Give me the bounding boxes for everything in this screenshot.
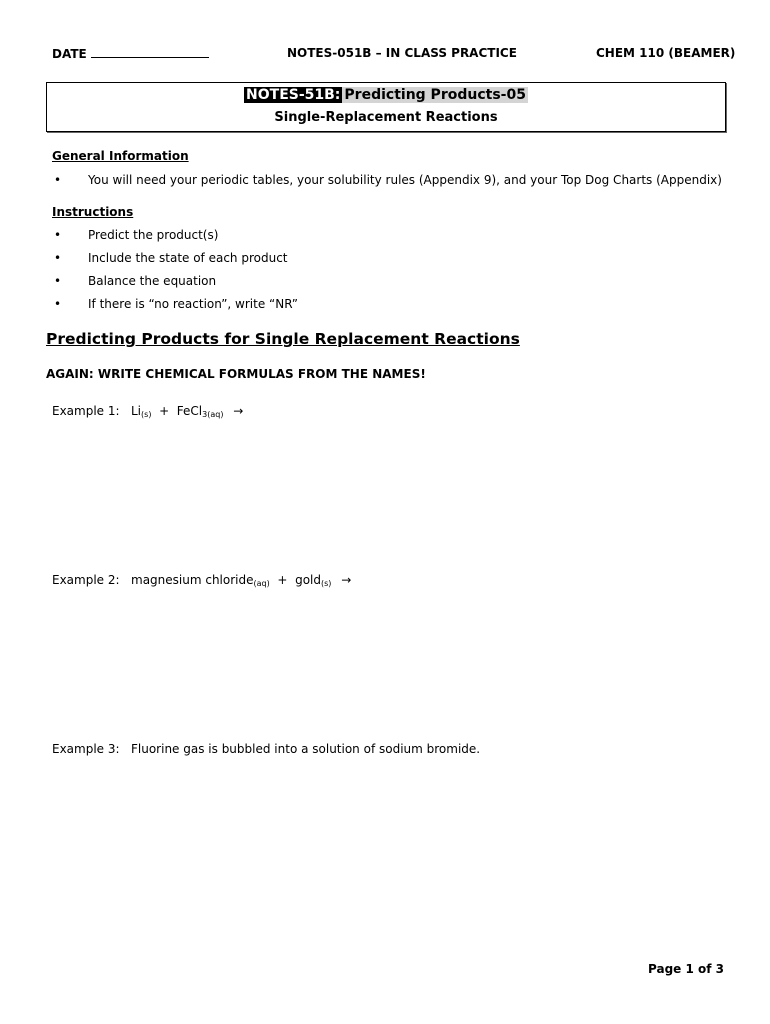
bullet-icon: • (54, 228, 62, 242)
state-label: (s) (321, 579, 332, 588)
example-3-text: Fluorine gas is bubbled into a solution of sodium bromide. (131, 742, 481, 756)
example-1-equation (131, 404, 243, 419)
bullet-icon: • (54, 173, 62, 187)
instruction-text: Include the state of each product (88, 251, 288, 265)
header-center-label: NOTES-051B – IN CLASS PRACTICE (287, 46, 517, 60)
title-subtitle: Single-Replacement Reactions (274, 110, 498, 125)
example-3-label: Example 3: (52, 742, 120, 756)
notes-tag: NOTES-51B: (246, 87, 341, 103)
instruction-text: Balance the equation (88, 274, 217, 288)
subscript: 3 (202, 410, 208, 419)
instruction-text: Predict the product(s) (88, 228, 219, 242)
instruction-item (52, 297, 298, 311)
title-line (47, 87, 725, 103)
general-bullet-text: You will need your periodic tables, your solubility rules (Appendix 9), and your Top Dog Charts (Appendix) (88, 173, 722, 187)
reactant-1: magnesium chloride (131, 573, 254, 587)
title-main: Predicting Products-05 (344, 87, 526, 103)
date-label: DATE (52, 47, 87, 61)
reaction-arrow-icon: → (233, 404, 244, 418)
section-heading: Predicting Products for Single Replacement Reactions (46, 330, 520, 348)
instruction-item (52, 251, 288, 265)
reactant-2: FeCl (176, 404, 203, 418)
date-blank-line (91, 46, 209, 58)
page-number: Page 1 of 3 (648, 962, 724, 976)
plus-sign: + (159, 404, 170, 418)
bullet-icon: • (54, 297, 62, 311)
section-subheading: AGAIN: WRITE CHEMICAL FORMULAS FROM THE NAMES! (46, 367, 426, 381)
instruction-item (52, 274, 216, 288)
instruction-text: If there is “no reaction”, write “NR” (88, 297, 299, 311)
bullet-icon: • (54, 274, 62, 288)
header-course-label: CHEM 110 (BEAMER) (596, 46, 736, 60)
state-label: (s) (141, 410, 152, 419)
reactant-1: Li (131, 404, 142, 418)
date-field (52, 46, 209, 61)
general-bullet (52, 173, 722, 187)
reaction-arrow-icon: → (341, 573, 352, 587)
instruction-item (52, 228, 218, 242)
example-2-equation (131, 573, 351, 588)
state-label: (aq) (253, 579, 270, 588)
title-box (46, 82, 726, 132)
plus-sign: + (277, 573, 288, 587)
instructions-heading: Instructions (52, 205, 134, 219)
example-2-label: Example 2: (52, 573, 120, 587)
general-info-heading: General Information (52, 149, 189, 163)
bullet-icon: • (54, 251, 62, 265)
example-1-label: Example 1: (52, 404, 120, 418)
state-label: (aq) (207, 410, 224, 419)
reactant-2: gold (295, 573, 321, 587)
